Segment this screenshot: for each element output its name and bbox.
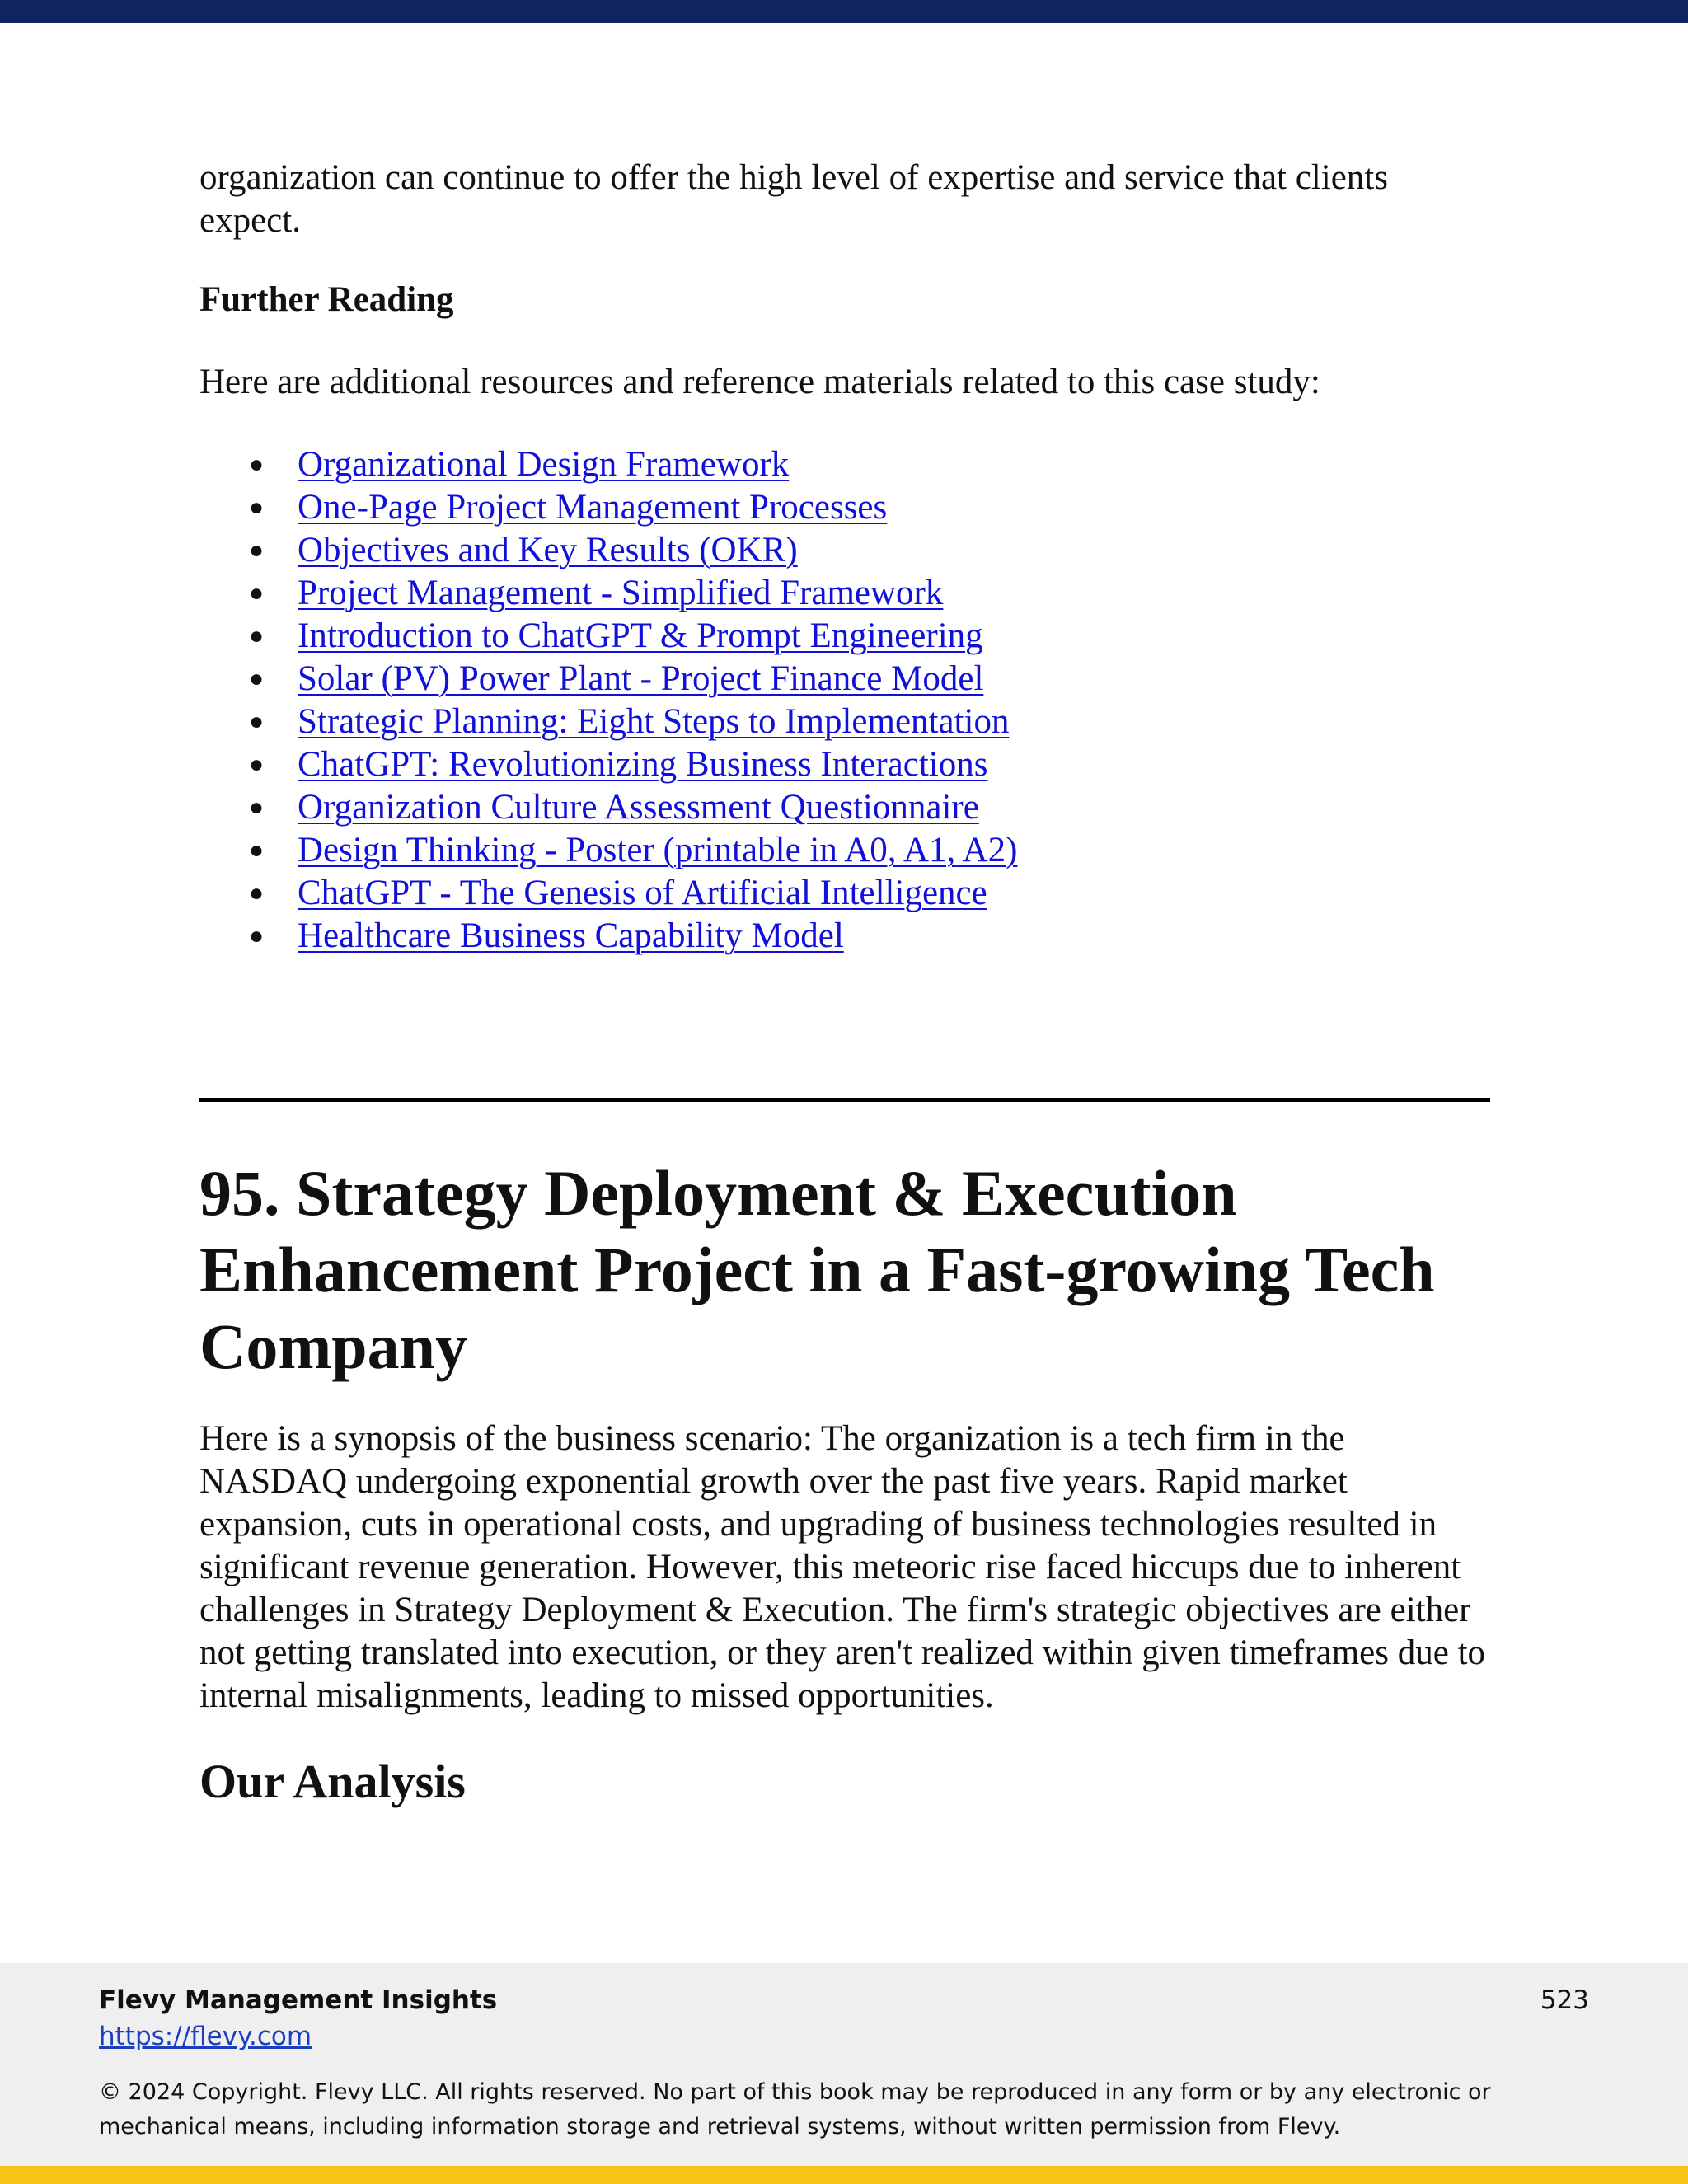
link-design-thinking-poster[interactable]: Design Thinking - Poster (printable in A0, A1, A2) [298, 831, 1018, 869]
link-chatgpt-prompt-engineering[interactable]: Introduction to ChatGPT & Prompt Engineering [298, 616, 983, 655]
link-healthcare-capability-model[interactable]: Healthcare Business Capability Model [298, 916, 844, 955]
list-item [199, 786, 1490, 829]
analysis-heading: Our Analysis [199, 1755, 466, 1808]
bullet-icon: ● [249, 879, 265, 907]
page-footer [0, 1963, 1688, 2166]
bullet-icon: ● [249, 794, 265, 821]
list-item [199, 615, 1490, 658]
link-chatgpt-revolutionizing[interactable]: ChatGPT: Revolutionizing Business Interactions [298, 745, 988, 784]
bullet-icon: ● [249, 451, 265, 478]
link-chatgpt-genesis[interactable]: ChatGPT - The Genesis of Artificial Intelligence [298, 874, 987, 912]
link-solar-pv-finance-model[interactable]: Solar (PV) Power Plant - Project Finance Model [298, 659, 984, 698]
list-item [199, 872, 1490, 915]
footer-url-link[interactable]: https://flevy.com [99, 2022, 312, 2051]
bottom-accent-bar [0, 2166, 1688, 2184]
footer-brand: Flevy Management Insights [99, 1985, 498, 2015]
list-item [199, 658, 1490, 701]
link-okr[interactable]: Objectives and Key Results (OKR) [298, 531, 798, 569]
bullet-icon: ● [249, 494, 265, 521]
further-reading-intro: Here are additional resources and reference materials related to this case study: [199, 363, 1320, 401]
bullet-icon: ● [249, 665, 265, 692]
continuation-paragraph: organization can continue to offer the high level of expertise and service that clients expect. [199, 158, 1388, 240]
list-item [199, 443, 1490, 486]
link-one-page-project-management[interactable]: One-Page Project Management Processes [298, 488, 888, 527]
page-number: 523 [1540, 1985, 1589, 2015]
bullet-icon: ● [249, 922, 265, 949]
bullet-icon: ● [249, 751, 265, 778]
synopsis-paragraph: Here is a synopsis of the business scenario: The organization is a tech firm in the NASDAQ undergoing exponential growth over the past five years. Rapid market expansion, cuts in operational costs, and upgrading of business technologies resulted in significant revenue generation. However, this meteoric rise faced hiccups due to inherent challenges in Strategy Deployment & Execution. The firm's strategic objectives are either not getting translated into execution, or they aren't realized within given timeframes due to internal misalignments, leading to missed opportunities. [199, 1419, 1486, 1715]
bullet-icon: ● [249, 537, 265, 564]
list-item [199, 915, 1490, 958]
list-item [199, 486, 1490, 529]
section-divider [199, 1098, 1490, 1102]
list-item [199, 701, 1490, 743]
list-item [199, 529, 1490, 572]
bullet-icon: ● [249, 622, 265, 649]
bullet-icon: ● [249, 708, 265, 735]
further-reading-list [199, 443, 1490, 958]
bullet-icon: ● [249, 579, 265, 607]
list-item [199, 829, 1490, 872]
link-culture-assessment[interactable]: Organization Culture Assessment Questionnaire [298, 788, 979, 827]
footer-copyright: © 2024 Copyright. Flevy LLC. All rights reserved. No part of this book may be reproduced in any form or by any electronic or mechanical means, including information storage and retrieval systems, without written permission from Flevy. [99, 2079, 1491, 2139]
list-item [199, 743, 1490, 786]
link-strategic-planning-eight-steps[interactable]: Strategic Planning: Eight Steps to Implementation [298, 702, 1010, 741]
list-item [199, 572, 1490, 615]
page-content [199, 157, 1490, 1809]
section-title: 95. Strategy Deployment & Execution Enhancement Project in a Fast-growing Tech Company [199, 1157, 1435, 1382]
link-project-management-simplified[interactable]: Project Management - Simplified Framework [298, 574, 944, 612]
link-organizational-design-framework[interactable]: Organizational Design Framework [298, 445, 790, 484]
top-accent-bar [0, 0, 1688, 23]
bullet-icon: ● [249, 837, 265, 864]
further-reading-heading: Further Reading [199, 280, 454, 319]
